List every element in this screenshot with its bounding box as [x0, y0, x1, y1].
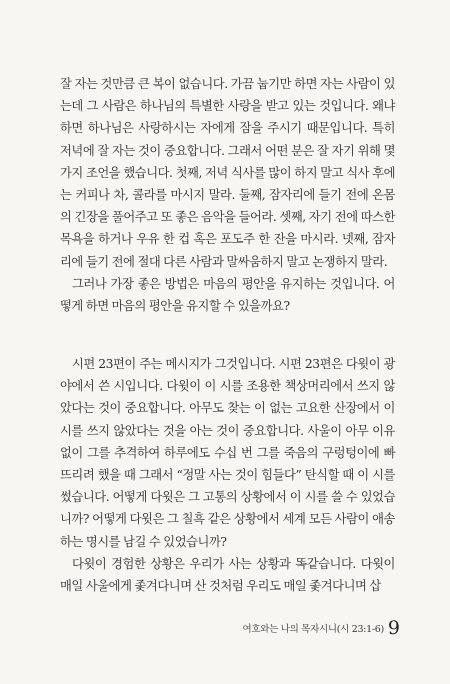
body-text-section-2: [60, 353, 395, 597]
running-title: 여호와는 나의 목자시니(시 23:1-6): [242, 624, 384, 635]
body-paragraph: 다윗이 경험한 상황은 우리가 사는 상황과 똑같습니다. 다윗이 매일 사울에게 좇겨다니며 산 것처럼 우리도 매일 좇겨다니며 삽: [60, 556, 395, 594]
body-text-section-1: [60, 73, 395, 317]
page-number: 9: [387, 617, 400, 639]
page-footer: [242, 614, 400, 638]
body-paragraph: 잘 자는 것만큼 큰 복이 없습니다. 가끔 눕기만 하면 자는 사람이 있는데 그 사람은 하나님의 특별한 사랑을 받고 있는 것입니다. 왜냐하면 하나님은 사랑하시는 자에게 잠을 주시기 때문입니다. 특히 저녁에 잘 자는 것이 중요합니다. 그래서 어떤 분은 잘 자기 위해 몇 가지 조언을 했습니다. 첫째, 저녁 식사를 많이 하지 말고 식사 후에는 커피나 차, 콜라를 마시지 말라. 둘째, 잠자리에 들기 전에 온몸의 긴장을 풀어주고 또 좋은 음악을 들어라. 셋째, 자기 전에 따스한 목욕을 하거나 우유 한 컵 혹은 포도주 한 잔을 마시라. 넷째, 잠자리에 들기 전에 절대 다른 사람과 말싸움하지 말고 논쟁하지 말라.: [60, 77, 395, 269]
body-paragraph: 그러나 가장 좋은 방법은 마음의 평안을 유지하는 것입니다. 어떻게 하면 마음의 평안을 유지할 수 있을까요?: [60, 276, 395, 314]
body-paragraph: 시편 23편이 주는 메시지가 그것입니다. 시편 23편은 다윗이 광야에서 쓴 시입니다. 다윗이 이 시를 조용한 책상머리에서 쓰지 않았다는 것이 중요합니다. 아무도 찾는 이 없는 고요한 산장에서 이 시를 쓰지 않았다는 것을 아는 것이 중요합니다. 사울이 아무 이유 없이 그를 추격하여 하루에도 수십 번 그를 죽음의 구렁텅이에 빠뜨리려 했을 때 그래서 “정말 사는 것이 힘들다” 탄식할 때 이 시를 썼습니다. 어떻게 다윗은 그 고통의 상황에서 이 시를 쓸 수 있었습니까? 어떻게 다윗은 그 칠흑 같은 상황에서 세계 모든 사람이 애송하는 명시를 남길 수 있었습니까?: [60, 357, 395, 549]
